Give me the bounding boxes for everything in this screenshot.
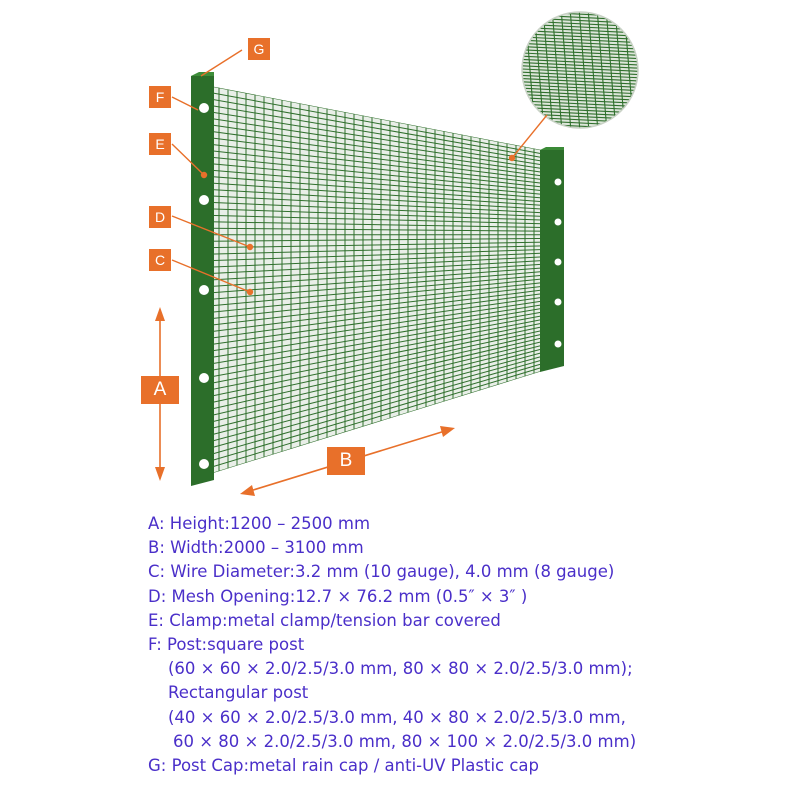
spec-post: F: Post:square post: [148, 635, 305, 655]
mesh-panel: [210, 86, 552, 474]
spec-post-rectangular-sizes-2: 60 × 80 × 2.0/2.5/3.0 mm, 80 × 100 × 2.0/2.5/3.0 mm): [173, 731, 637, 751]
left-post: [191, 72, 214, 486]
label-d: D: [149, 206, 171, 228]
spec-post-cap: G: Post Cap:metal rain cap / anti-UV Plastic cap: [148, 756, 539, 776]
specification-list: [148, 512, 788, 778]
spec-mesh-opening: D: Mesh Opening:12.7 × 76.2 mm (0.5″ × 3″ ): [148, 586, 528, 606]
spec-clamp: E: Clamp:metal clamp/tension bar covered: [148, 610, 501, 630]
spec-wire-diameter: C: Wire Diameter:3.2 mm (10 gauge), 4.0 mm (8 gauge): [148, 562, 615, 582]
spec-post-square-sizes: (60 × 60 × 2.0/2.5/3.0 mm, 80 × 80 × 2.0/2.5/3.0 mm);: [168, 659, 633, 679]
spec-post-rectangular-sizes-1: (40 × 60 × 2.0/2.5/3.0 mm, 40 × 80 × 2.0/2.5/3.0 mm,: [168, 707, 626, 727]
zoom-circle: [516, 8, 652, 139]
label-b: B: [327, 447, 365, 475]
spec-width: B: Width:2000 – 3100 mm: [148, 538, 364, 558]
right-post: [540, 147, 564, 372]
label-g: G: [248, 38, 270, 60]
spec-post-rectangular: Rectangular post: [168, 683, 309, 703]
label-e: E: [149, 133, 171, 155]
spec-height: A: Height:1200 – 2500 mm: [148, 514, 371, 533]
zoom-horizontal-wire: [518, 133, 644, 139]
label-f: F: [149, 86, 171, 108]
label-a: A: [141, 376, 179, 404]
zoom-vertical-wire: [642, 8, 652, 132]
label-c: C: [149, 249, 171, 271]
zoom-horizontal-wire: [518, 130, 644, 136]
